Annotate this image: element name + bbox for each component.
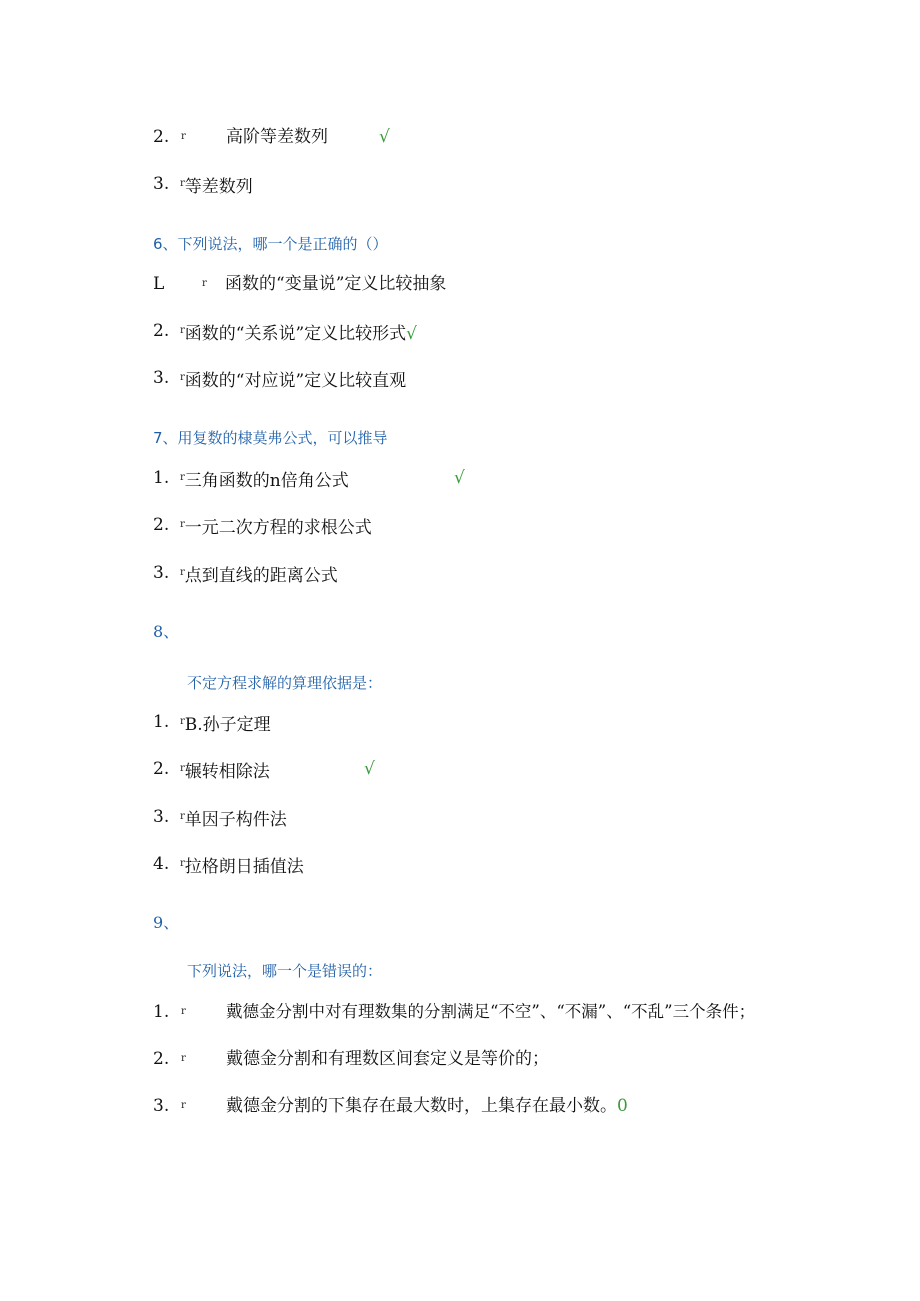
option-text: 三角函数的n倍角公式	[184, 471, 349, 491]
radio-button[interactable]: r	[202, 278, 207, 289]
correct-check-icon: √	[379, 127, 390, 147]
radio-button[interactable]: r	[180, 472, 185, 483]
question-6-title: 6、下列说法，哪一个是正确的（）	[153, 235, 388, 253]
correct-check-icon: √	[454, 468, 465, 488]
option-text: 高阶等差数列	[226, 127, 328, 147]
option-number: 1.	[153, 1002, 170, 1022]
correct-check-icon: √	[364, 759, 375, 779]
radio-button[interactable]: r	[180, 178, 185, 189]
option-number: 1.	[153, 468, 170, 488]
option-text: 辗转相除法	[184, 762, 270, 782]
option-text: 点到直线的距离公式	[184, 566, 338, 586]
option-text: 戴德金分割中对有理数集的分割满足“不空”、“不漏”、“不乱”三个条件；	[226, 1002, 756, 1021]
radio-button[interactable]: r	[180, 858, 185, 869]
question-9-number: 9、	[153, 913, 180, 932]
question-8-title: 不定方程求解的算理依据是：	[187, 674, 383, 692]
option-text: 函数的“关系说”定义比较形式	[184, 324, 407, 344]
option-number: 2.	[153, 321, 170, 341]
option-text: 拉格朗日插值法	[184, 857, 304, 877]
option-number: 2.	[153, 127, 170, 147]
radio-button[interactable]: r	[181, 1006, 186, 1017]
option-number: 4.	[153, 854, 170, 874]
option-text: 戴德金分割和有理数区间套定义是等价的；	[226, 1049, 549, 1069]
option-number: 1.	[153, 712, 170, 732]
option-number: 2.	[153, 759, 170, 779]
option-number: L	[153, 274, 165, 294]
option-text: 函数的“对应说”定义比较直观	[184, 371, 407, 391]
option-text: 等差数列	[184, 177, 253, 197]
trailing-mark: 0	[617, 1096, 628, 1116]
correct-check-icon: √	[406, 324, 418, 344]
radio-button[interactable]: r	[181, 1100, 186, 1111]
option-text: B.孙子定理	[184, 715, 271, 735]
radio-button[interactable]: r	[180, 567, 185, 578]
radio-button[interactable]: r	[180, 372, 185, 383]
option-number: 3.	[153, 368, 170, 388]
radio-button[interactable]: r	[181, 131, 186, 142]
option-text: 一元二次方程的求根公式	[184, 518, 372, 538]
radio-button[interactable]: r	[181, 1053, 186, 1064]
option-number: 2.	[153, 1049, 170, 1069]
question-8-number: 8、	[153, 622, 180, 641]
option-text: 函数的“变量说”定义比较抽象	[225, 274, 447, 294]
option-number: 3.	[153, 174, 170, 194]
option-text: 单因子构件法	[184, 810, 287, 830]
option-number: 3.	[153, 1096, 170, 1116]
option-number: 3.	[153, 807, 170, 827]
radio-button[interactable]: r	[180, 519, 185, 530]
radio-button[interactable]: r	[180, 716, 185, 727]
question-9-title: 下列说法，哪一个是错误的：	[187, 962, 383, 980]
radio-button[interactable]: r	[180, 811, 185, 822]
radio-button[interactable]: r	[180, 763, 185, 774]
option-number: 3.	[153, 563, 170, 583]
radio-button[interactable]: r	[180, 325, 185, 336]
option-number: 2.	[153, 515, 170, 535]
option-text: 戴德金分割的下集存在最大数时，上集存在最小数。	[226, 1096, 617, 1116]
question-7-title: 7、用复数的棣莫弗公式，可以推导	[153, 429, 388, 447]
